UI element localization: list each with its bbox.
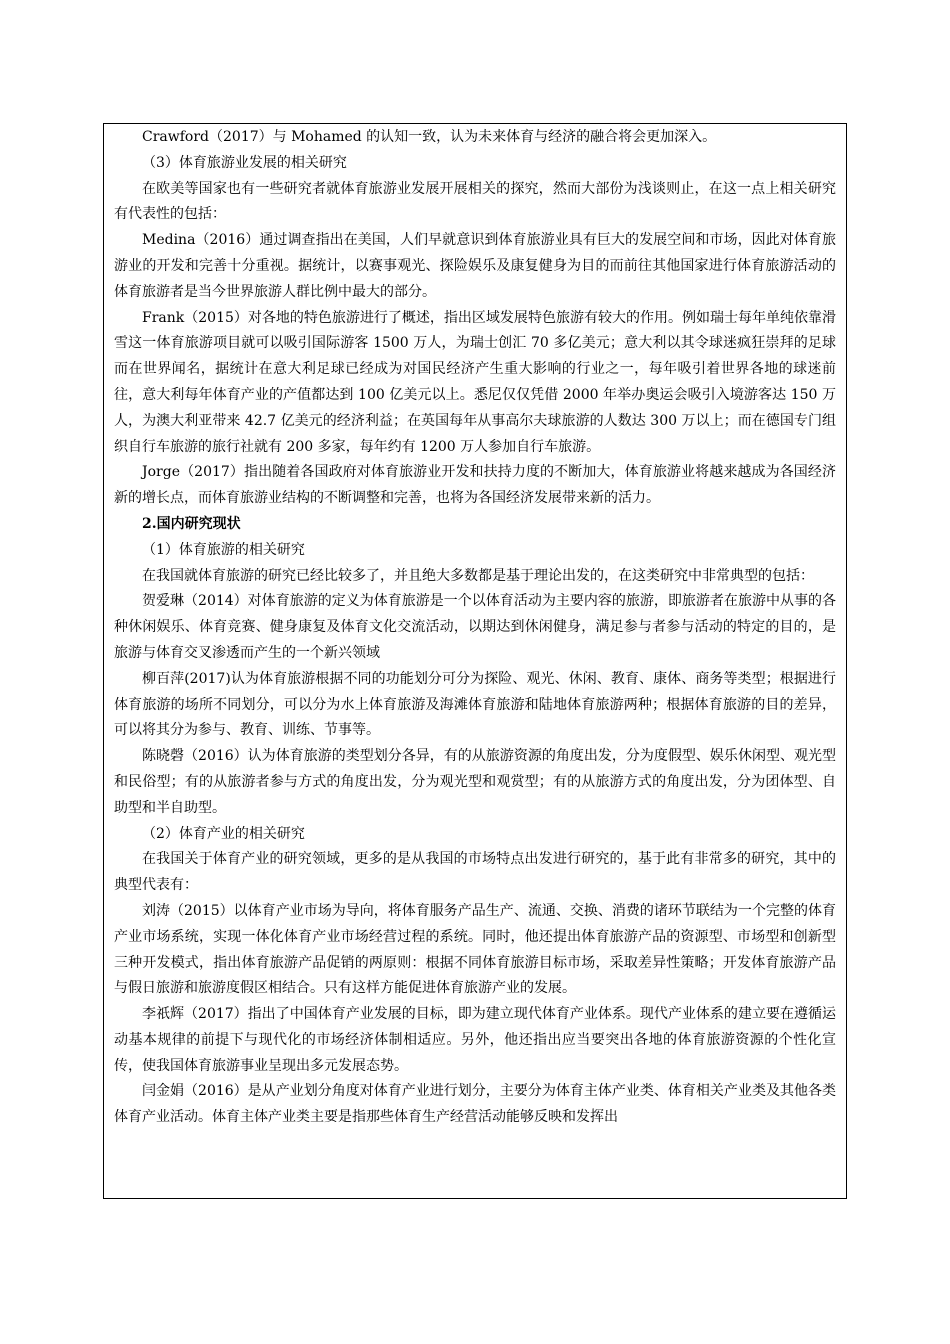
paragraph: （3）体育旅游业发展的相关研究 (142, 154, 347, 171)
paragraph: 贺爱琳（2014）对体育旅游的定义为体育旅游是一个以体育活动为主要内容的旅游，即旅游者在旅游中从事的各种休闲娱乐、体育竞赛、健身康复及体育文化交流活动，以期达到休闲健身，满足参与者参与活动的特定的目的，是旅游与体育交叉渗透而产生的一个新兴领域 (114, 593, 836, 661)
paragraph: Medina（2016）通过调查指出在美国，人们早就意识到体育旅游业具有巨大的发展空间和市场，因此对体育旅游业的开发和完善十分重视。据统计，以赛事观光、探险娱乐及康复健身为目的而前往其他国家进行体育旅游活动的体育旅游者是当今世界旅游人群比例中最大的部分。 (114, 232, 836, 300)
paragraph: 陈晓磬（2016）认为体育旅游的类型划分各异，有的从旅游资源的角度出发，分为度假型、娱乐休闲型、观光型和民俗型；有的从旅游者参与方式的角度出发，分为观光型和观赏型；有的从旅游方式的角度出发，分为团体型、自助型和半自助型。 (114, 748, 836, 816)
paragraph: Jorge（2017）指出随着各国政府对体育旅游业开发和扶持力度的不断加大，体育旅游业将越来越成为各国经济新的增长点，而体育旅游业结构的不断调整和完善，也将为各国经济发展带来新的活力。 (114, 464, 836, 507)
paragraph: 在我国关于体育产业的研究领域，更多的是从我国的市场特点出发进行研究的，基于此有非常多的研究，其中的典型代表有： (114, 851, 836, 894)
paragraph: Frank（2015）对各地的特色旅游进行了概述，指出区域发展特色旅游有较大的作用。例如瑞士每年单纯依靠滑雪这一体育旅游项目就可以吸引国际游客 1500 万人，为瑞士创汇 70 多亿美元；意大利以其令球迷疯狂崇拜的足球而在世界闻名，据统计在意大利足球已经成为对国民经济产生重大影响的行业之一，每年吸引着世界各地的球迷前往，意大利每年体育产业的产值都达到 100 亿美元以上。悉尼仅仅凭借 2000 年举办奥运会吸引入境游客达 150 万人，为澳大利亚带来 42.7 亿美元的经济利益；在英国每年从事高尔夫球旅游的人数达 300 万以上；而在德国专门组织自行车旅游的旅行社就有 200 多家，每年约有 1200 万人参加自行车旅游。 (114, 309, 836, 455)
paragraph: 柳百萍(2017)认为体育旅游根据不同的功能划分可分为探险、观光、休闲、教育、康体、商务等类型；根据进行体育旅游的场所不同划分，可以分为水上体育旅游及海滩体育旅游和陆地体育旅游两种；根据体育旅游的目的差异，可以将其分为参与、教育、训练、节事等。 (114, 670, 836, 739)
paragraph: 刘涛（2015）以体育产业市场为导向，将体育服务产品生产、流通、交换、消费的诸环节联结为一个完整的体育产业市场系统，实现一体化体育产业市场经营过程的系统。同时，他还提出体育旅游产品的资源型、市场型和创新型三种开发模式，指出体育旅游产品促销的两原则：根据不同体育旅游目标市场，采取差异性策略；开发体育旅游产品与假日旅游和旅游度假区相结合。只有这样方能促进体育旅游产业的发展。 (114, 902, 836, 997)
section-heading: 2.国内研究现状 (142, 515, 241, 532)
paragraph: 李祇辉（2017）指出了中国体育产业发展的目标，即为建立现代体育产业体系。现代产业体系的建立要在遵循运动基本规律的前提下与现代化的市场经济体制相适应。另外，他还指出应当要突出各地的体育旅游资源的个性化宣传，使我国体育旅游事业呈现出多元发展态势。 (114, 1006, 836, 1074)
document-body (104, 124, 846, 1131)
paragraph: 闫金娟（2016）是从产业划分角度对体育产业进行划分，主要分为体育主体产业类、体育相关产业类及其他各类体育产业活动。体育主体产业类主要是指那些体育生产经营活动能够反映和发挥出 (114, 1083, 836, 1126)
document-table-cell (103, 123, 847, 1199)
paragraph: Crawford（2017）与 Mohamed 的认知一致，认为未来体育与经济的融合将会更加深入。 (142, 129, 717, 145)
paragraph: （1）体育旅游的相关研究 (142, 541, 305, 558)
paragraph: 在我国就体育旅游的研究已经比较多了，并且绝大多数都是基于理论出发的，在这类研究中非常典型的包括： (142, 567, 814, 584)
paragraph: （2）体育产业的相关研究 (142, 825, 305, 842)
paragraph: 在欧美等国家也有一些研究者就体育旅游业发展开展相关的探究，然而大部份为浅谈则止，在这一点上相关研究有代表性的包括： (114, 180, 836, 223)
